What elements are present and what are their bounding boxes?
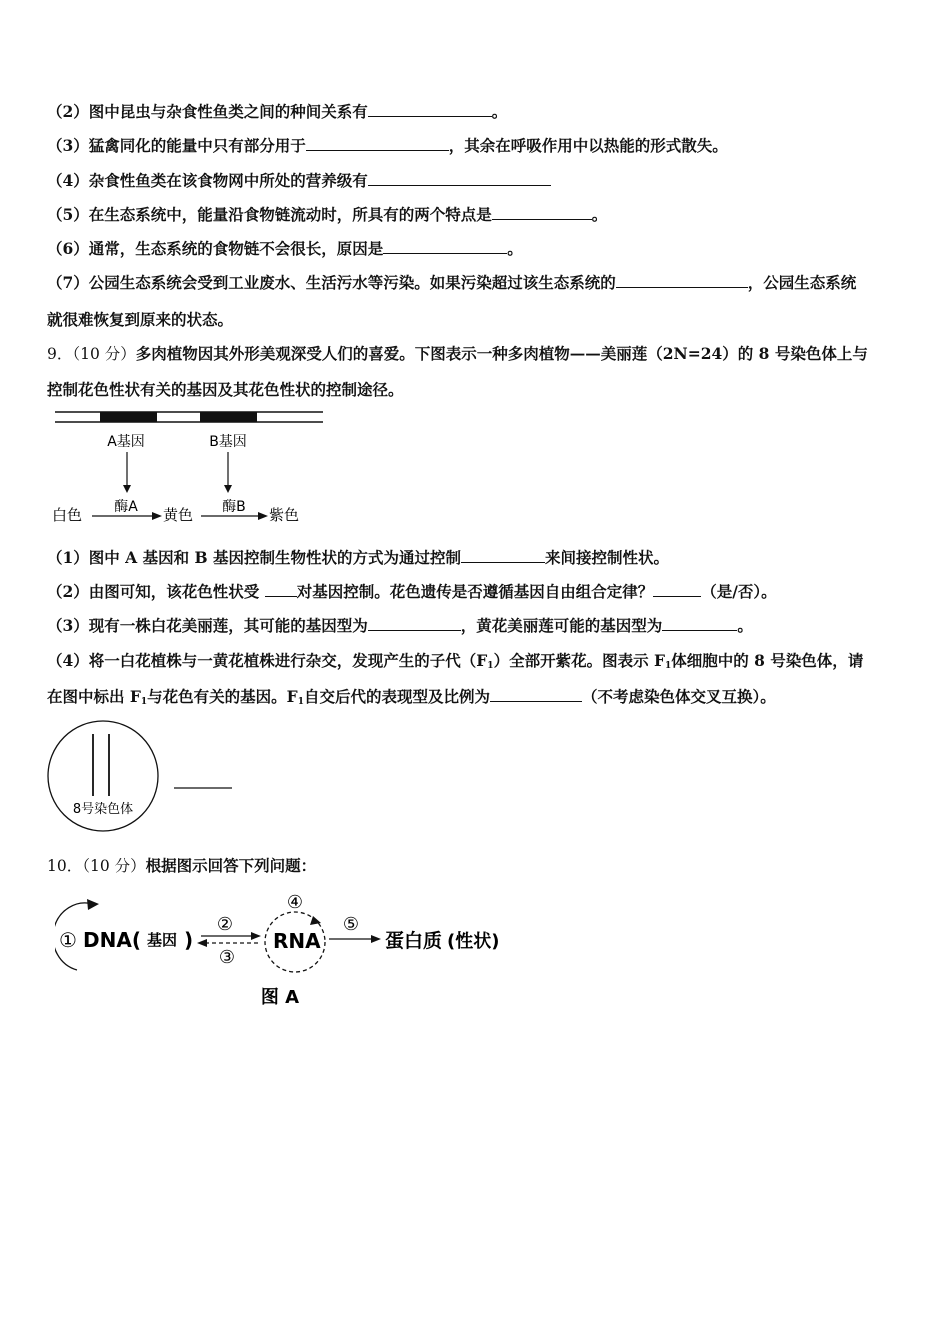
q8-part5: （5）在生态系统中，能量沿食物链流动时，所具有的两个特点是 。 — [47, 205, 608, 224]
answer-blank[interactable] — [383, 239, 507, 254]
answer-blank[interactable] — [368, 102, 492, 117]
q8-part7-cont: 就很难恢复到原来的状态。 — [47, 310, 234, 329]
gene-b-segment — [200, 412, 257, 422]
q9-intro-cont: 控制花色性状有关的基因及其花色性状的控制途径。 — [47, 380, 404, 399]
answer-blank[interactable] — [490, 687, 582, 702]
q9-part2: （2）由图可知，该花色性状受 对基因控制。花色遗传是否遵循基因自由组合定律？ （是/否）。 — [47, 582, 777, 601]
arrowhead-b — [224, 485, 232, 493]
rna-label: RNA — [273, 929, 321, 953]
arrowhead-a — [123, 485, 131, 493]
step-1-label: ① — [59, 928, 77, 952]
answer-blank[interactable] — [368, 616, 461, 631]
cell-chromosome-figure — [45, 720, 245, 836]
yellow-label: 黄色 — [163, 506, 194, 524]
answer-blank[interactable] — [368, 171, 551, 186]
answer-blank[interactable] — [653, 582, 701, 597]
q9-part4: （4）将一白花植株与一黄花植株进行杂交，发现产生的子代$(F_1)$全部开紫花。图表示 $F_1$体细胞中的 8 号染色体，请 — [47, 651, 864, 671]
answer-blank[interactable] — [461, 548, 545, 563]
step-3-label: ③ — [218, 947, 236, 968]
answer-blank[interactable] — [662, 616, 737, 631]
q8-part2: （2）图中昆虫与杂食性鱼类之间的种间关系有 。 — [47, 102, 508, 121]
white-label: 白色 — [52, 506, 83, 524]
central-dogma-figure — [55, 890, 545, 1012]
q8-part6: （6）通常，生态系统的食物链不会很长，原因是 。 — [47, 239, 523, 258]
q8-part3: （3）猛禽同化的能量中只有部分用于 ，其余在呼吸作用中以热能的形式散失。 — [47, 136, 728, 155]
trait-label: (性状) — [447, 931, 500, 952]
gene-pathway-figure — [50, 408, 330, 530]
answer-blank[interactable] — [492, 205, 592, 220]
arrowhead-yellow — [152, 512, 162, 520]
enzyme-a-label: 酶A — [114, 499, 138, 515]
q9-part1: （1）图中 A 基因和 B 基因控制生物性状的方式为通过控制 来间接控制性状。 — [47, 548, 670, 567]
q8-part4: （4）杂食性鱼类在该食物网中所处的营养级有 — [47, 171, 907, 191]
dna-label: DNA( — [83, 928, 141, 952]
gene-a-segment — [100, 412, 157, 422]
figure-caption: 图 A — [260, 987, 300, 1008]
step-4-label: ④ — [286, 892, 304, 913]
q10-intro: 10．（10 分）根据图示回答下列问题： — [47, 856, 317, 875]
arrowhead-purple — [258, 512, 268, 520]
gene-a-label: A基因 — [107, 434, 145, 450]
gene-label: 基因 — [147, 931, 178, 949]
dna-close-paren: ) — [184, 928, 194, 952]
cell-label: 8号染色体 — [72, 802, 134, 817]
q9-intro: 9．（10 分）多肉植物因其外形美观深受人们的喜爱。下图表示一种多肉植物——美丽莲（2N=24）的 8 号染色体上与 — [47, 344, 868, 363]
answer-blank[interactable] — [616, 273, 748, 288]
replication-arrowhead — [87, 899, 99, 910]
translation-arrowhead — [371, 935, 381, 943]
step-5-label: ⑤ — [342, 914, 360, 935]
reverse-transcription-arrowhead — [197, 939, 207, 947]
step-2-label: ② — [216, 914, 234, 935]
q8-part7: （7）公园生态系统会受到工业废水、生活污水等污染。如果污染超过该生态系统的 ，公园生态系统 — [47, 273, 857, 292]
q9-part4-cont: 在图中标出 $F_1$与花色有关的基因。$F_1$自交后代的表现型及比例为 （不考虑染色体交叉互换）。 — [47, 687, 776, 707]
purple-label: 紫色 — [269, 506, 300, 524]
protein-label: 蛋白质 — [385, 930, 443, 952]
q9-part3: （3）现有一株白花美丽莲，其可能的基因型为 ，黄花美丽莲可能的基因型为 。 — [47, 616, 753, 635]
gene-b-label: B基因 — [209, 434, 247, 450]
transcription-arrowhead — [251, 932, 261, 940]
enzyme-b-label: 酶B — [222, 499, 246, 515]
answer-blank[interactable] — [306, 136, 449, 151]
answer-blank[interactable] — [265, 582, 297, 597]
